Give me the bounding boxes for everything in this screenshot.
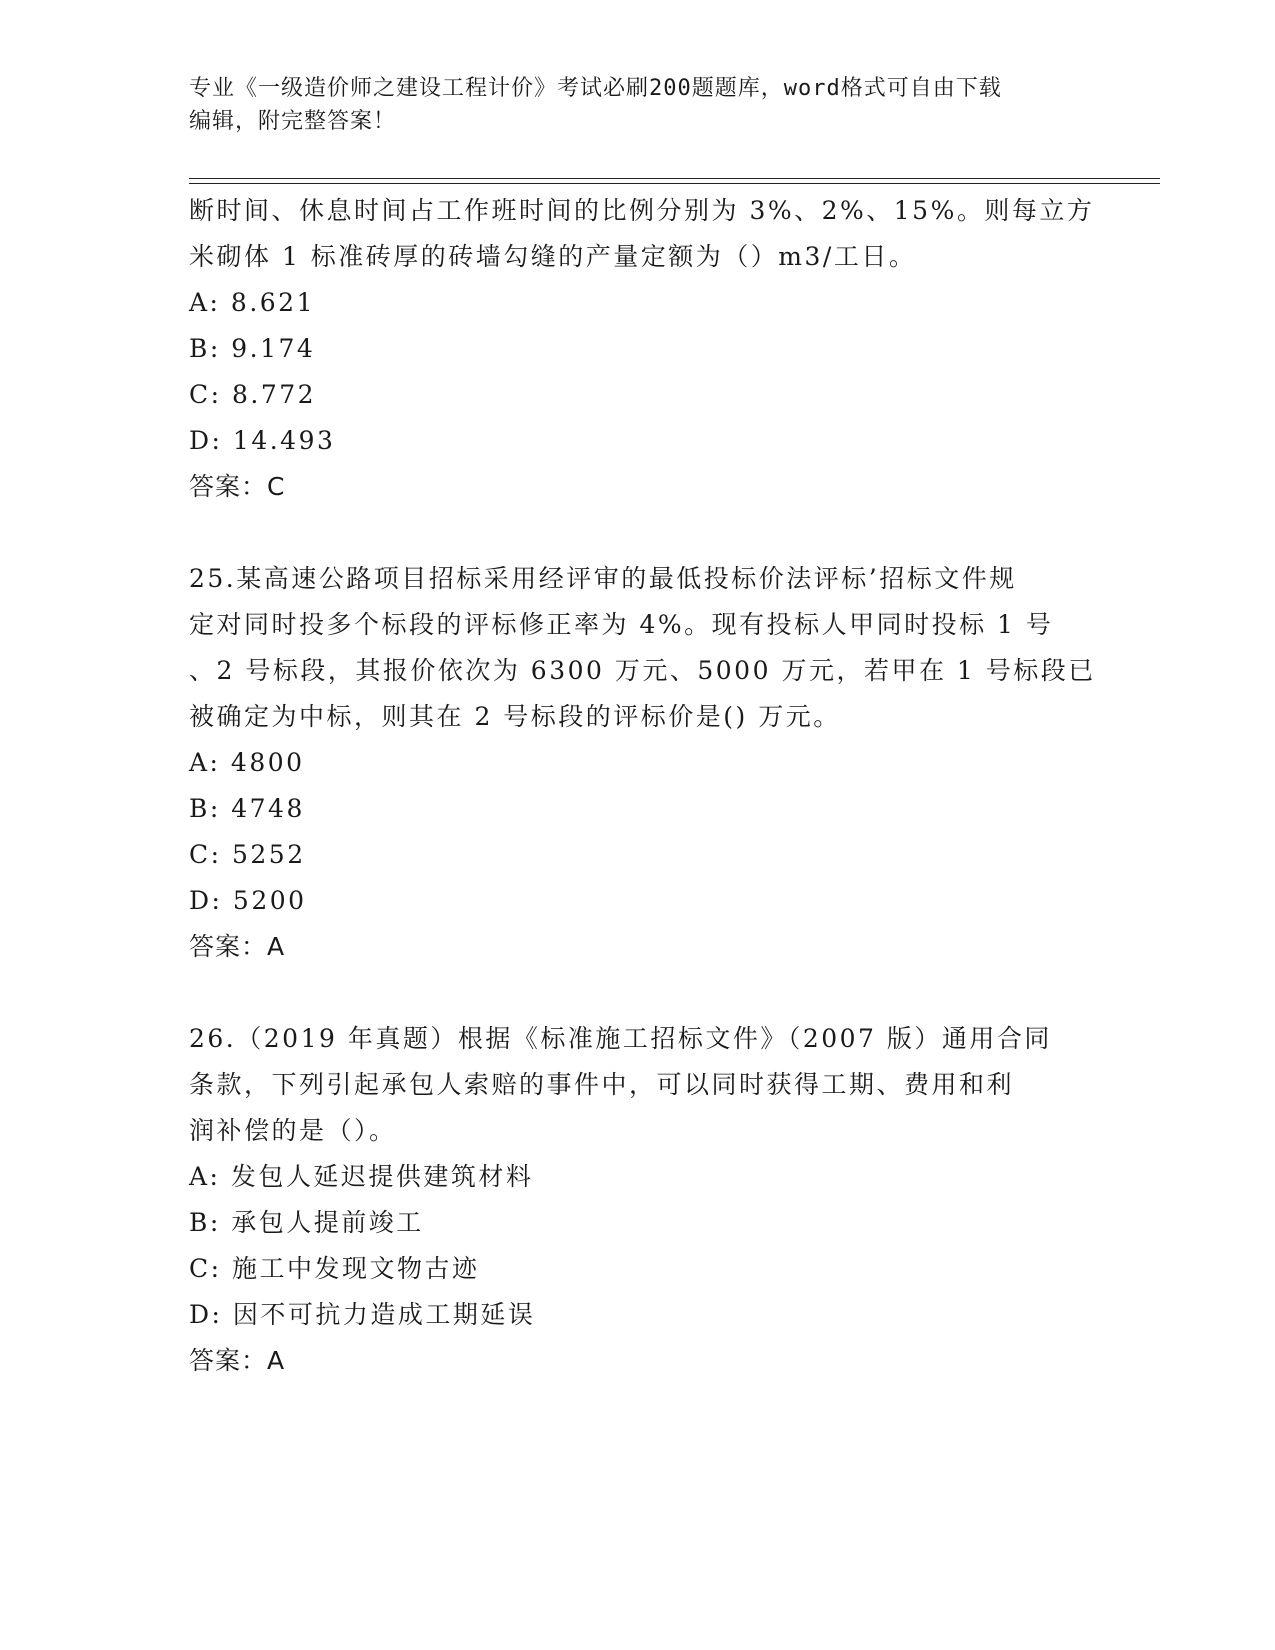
option-c: C: 8.772	[189, 380, 317, 409]
question-stem-line: 、2 号标段，其报价依次为 6300 万元、5000 万元，若甲在 1 号标段已	[189, 656, 1096, 685]
option-b: B: 9.174	[189, 334, 316, 363]
option-a: A: 8.621	[189, 288, 315, 317]
header-divider-bottom	[189, 183, 1160, 184]
header-line-2: 编辑，附完整答案！	[189, 109, 397, 134]
question-list	[189, 188, 1096, 1384]
question-stem-line: 条款，下列引起承包人索赔的事件中，可以同时获得工期、费用和利	[189, 1070, 1015, 1099]
question-stem-line: 被确定为中标，则其在 2 号标段的评标价是() 万元。	[189, 702, 841, 731]
option-c: C: 5252	[189, 840, 306, 869]
question-25	[189, 556, 1096, 970]
option-b: B: 承包人提前竣工	[189, 1208, 424, 1237]
question-stem-line: 25.某高速公路项目招标采用经评审的最低投标价法评标’招标文件规	[189, 564, 1017, 593]
option-a: A: 发包人延迟提供建筑材料	[189, 1162, 534, 1191]
answer-line: 答案：A	[189, 932, 286, 961]
question-stem-line: 定对同时投多个标段的评标修正率为 4%。现有投标人甲同时投标 1 号	[189, 610, 1054, 639]
question-stem-line: 断时间、休息时间占工作班时间的比例分别为 3%、2%、15%。则每立方	[189, 196, 1095, 225]
option-d: D: 14.493	[189, 426, 336, 455]
option-b: B: 4748	[189, 794, 305, 823]
question-26	[189, 1016, 1089, 1384]
header-line-1: 专业《一级造价师之建设工程计价》考试必刷200题题库，word格式可自由下载	[189, 76, 1002, 101]
question-spacer	[189, 510, 1089, 556]
header-divider-top	[189, 178, 1160, 179]
answer-line: 答案：C	[189, 472, 286, 501]
question-24	[189, 188, 1095, 510]
option-d: D: 5200	[189, 886, 307, 915]
option-a: A: 4800	[189, 748, 305, 777]
question-stem-line: 润补偿的是（）。	[189, 1116, 397, 1145]
answer-line: 答案：A	[189, 1346, 286, 1375]
question-stem-line: 米砌体 1 标准砖厚的砖墙勾缝的产量定额为（）m3/工日。	[189, 242, 917, 271]
question-stem-line: 26.（2019 年真题）根据《标准施工招标文件》（2007 版）通用合同	[189, 1024, 1052, 1053]
option-d: D: 因不可抗力造成工期延误	[189, 1300, 536, 1329]
option-c: C: 施工中发现文物古迹	[189, 1254, 480, 1283]
document-header	[189, 72, 1089, 138]
question-spacer	[189, 970, 1089, 1016]
